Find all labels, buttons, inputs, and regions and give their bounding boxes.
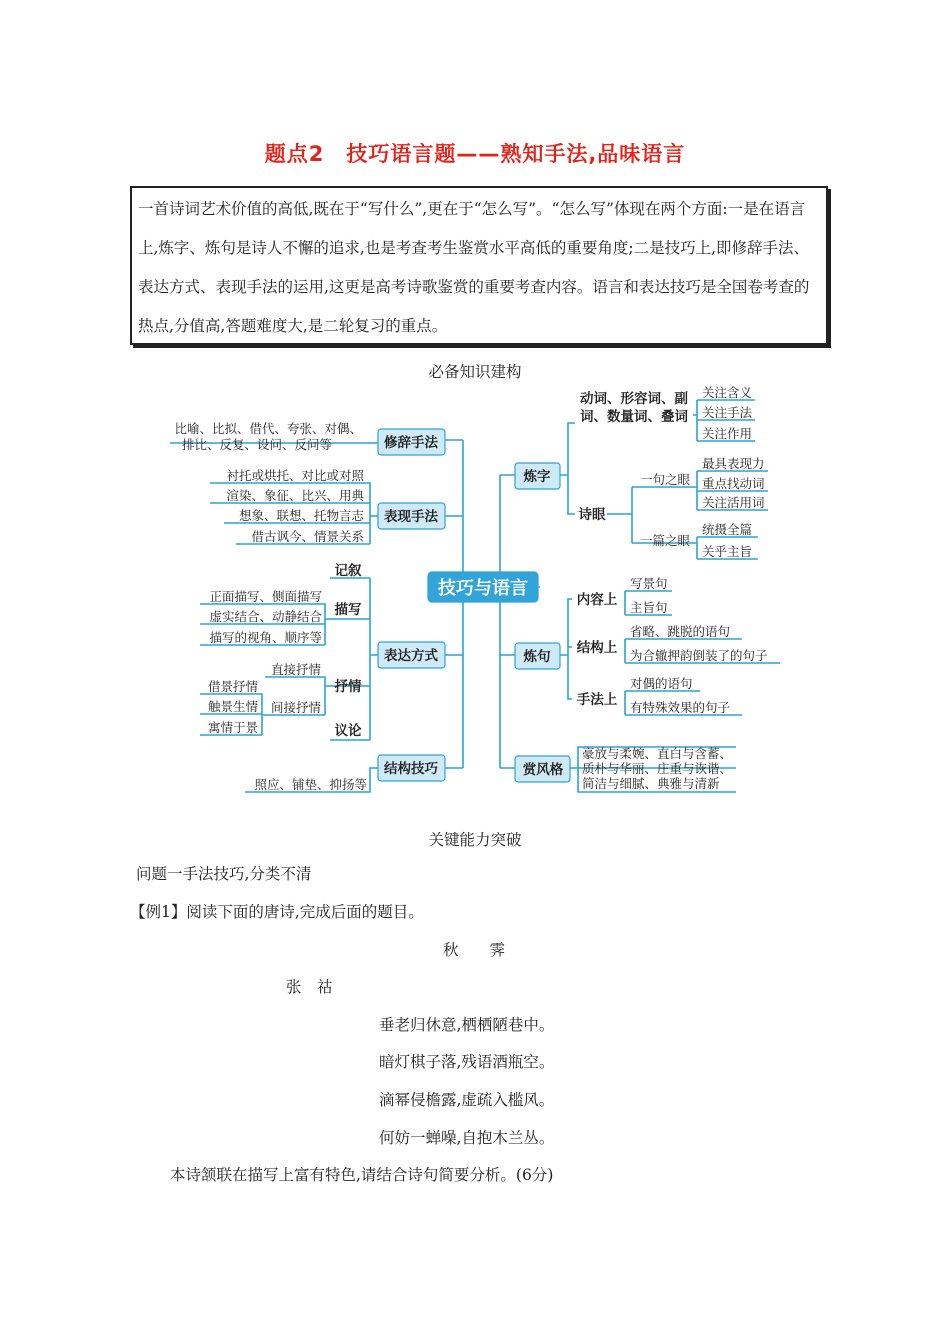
- leaf-yiju-2: 重点找动词: [702, 476, 765, 491]
- leaf-yipian-2: 关乎主旨: [702, 544, 753, 559]
- leaf-direct: 直接抒情: [270, 662, 321, 677]
- leaf-miaoxie-2: 虚实结合、动静结合: [209, 609, 322, 624]
- leaf-fengge-3: 简洁与细腻、典雅与清新: [582, 776, 720, 791]
- poem-line-4: 何妨一蝉噪,自抱木兰丛。: [379, 1129, 555, 1147]
- leaf-neirong-1: 写景句: [630, 576, 668, 591]
- leaf-xiuci-2: 排比、反复、设问、反问等: [181, 437, 332, 452]
- page-title: 题点2 技巧语言题——熟知手法,品味语言: [264, 142, 686, 166]
- leaf-shoufa-2: 有特殊效果的句子: [630, 700, 731, 715]
- node-center: 技巧与语言: [438, 578, 528, 599]
- node-lianzi: 炼字: [523, 469, 551, 485]
- leaf-biaoxian-2: 渲染、象征、比兴、用典: [226, 488, 364, 503]
- node-biaoxian: 表现手法: [384, 509, 438, 525]
- leaf-fengge-1: 豪放与柔婉、直白与含蓄、: [582, 746, 733, 761]
- poem-line-3: 滴幂侵檐露,虚疏入槛风。: [379, 1091, 555, 1109]
- node-shoufa: 手法上: [576, 692, 618, 708]
- leaf-xiuci-1: 比喻、比拟、借代、夸张、对偶、: [174, 421, 362, 436]
- leaf-shuqing-2: 触景生情: [207, 699, 258, 714]
- node-yilun: 议论: [334, 723, 362, 739]
- node-shiyan: 诗眼: [578, 507, 606, 523]
- leaf-miaoxie-1: 正面描写、侧面描写: [209, 589, 322, 604]
- poem-line-1: 垂老归休意,栖栖陋巷中。: [379, 1016, 555, 1034]
- node-lianju: 炼句: [523, 649, 551, 665]
- poem-line-2: 暗灯棋子落,残语酒瓶空。: [379, 1053, 555, 1071]
- intro-box: 一首诗词艺术价值的高低,既在于“写什么”,更在于“怎么写”。“怎么写”体现在两个方面:一是在语言上,炼字、炼句是诗人不懈的追求,也是考查考生鉴赏水平高低的重要角度;二是技巧上,即修辞手法、表达方式、表现手法的运用,这更是高考诗歌鉴赏的重要考查内容。语言和表达技巧是全国卷考查的热点,分值高,答题难度大,是二轮复习的重点。: [130, 186, 828, 345]
- node-neirong: 内容上: [576, 592, 618, 608]
- leaf-indirect: 间接抒情: [270, 700, 321, 715]
- leaf-neirong-2: 主旨句: [630, 600, 668, 615]
- problem-heading: 问题一手法技巧,分类不清: [136, 865, 312, 883]
- node-shuqing: 抒情: [334, 679, 362, 695]
- section-heading-ability: 关键能力突破: [428, 831, 522, 849]
- leaf-jiegou-1: 照应、铺垫、抑扬等: [254, 777, 367, 792]
- leaf-biaoxian-3: 想象、联想、托物言志: [238, 508, 364, 523]
- node-jiegou-shang: 结构上: [576, 640, 618, 656]
- leaf-jiegou-shang-1: 省略、跳脱的语句: [630, 624, 731, 639]
- leaf-biaoxian-1: 衬托或烘托、对比或对照: [226, 468, 364, 483]
- leaf-words-3: 关注作用: [702, 426, 753, 441]
- leaf-words-2: 关注手法: [702, 405, 753, 420]
- node-words-line2: 词、数量词、叠词: [580, 409, 688, 425]
- leaf-biaoxian-4: 借古讽今、情景关系: [251, 529, 364, 544]
- node-miaoxie: 描写: [334, 602, 362, 618]
- node-biaoda: 表达方式: [384, 648, 438, 664]
- leaf-yiju-1: 最具表现力: [702, 456, 765, 471]
- leaf-jiegou-shang-2: 为合辙押韵倒装了的句子: [630, 648, 768, 663]
- example-prompt: 【例1】阅读下面的唐诗,完成后面的题目。: [130, 903, 424, 921]
- leaf-shuqing-1: 借景抒情: [207, 679, 258, 694]
- node-words-line1: 动词、形容词、副: [580, 391, 688, 407]
- node-jixu: 记叙: [334, 563, 362, 579]
- node-xiuci: 修辞手法: [384, 435, 438, 451]
- leaf-yipian-1: 统摄全篇: [702, 522, 753, 537]
- leaf-shuqing-3: 寓情于景: [207, 720, 258, 735]
- node-shangfengge: 赏风格: [522, 762, 564, 778]
- node-jiegou-jiqiao: 结构技巧: [384, 761, 438, 777]
- leaf-fengge-2: 质朴与华丽、庄重与诙谐、: [582, 761, 733, 776]
- leaf-yipian: 一篇之眼: [640, 533, 691, 548]
- poem-author: 张 祜: [286, 978, 333, 996]
- poem-title: 秋 霁: [443, 941, 506, 959]
- section-heading-knowledge: 必备知识建构: [428, 363, 522, 381]
- mind-map: [0, 385, 950, 805]
- leaf-yiju: 一句之眼: [640, 472, 691, 487]
- leaf-miaoxie-3: 描写的视角、顺序等: [209, 630, 322, 645]
- question-text: 本诗颔联在描写上富有特色,请结合诗句简要分析。(6分): [170, 1166, 554, 1184]
- leaf-words-1: 关注含义: [702, 385, 753, 400]
- leaf-shoufa-1: 对偶的语句: [630, 676, 693, 691]
- leaf-yiju-3: 关注活用词: [702, 495, 765, 510]
